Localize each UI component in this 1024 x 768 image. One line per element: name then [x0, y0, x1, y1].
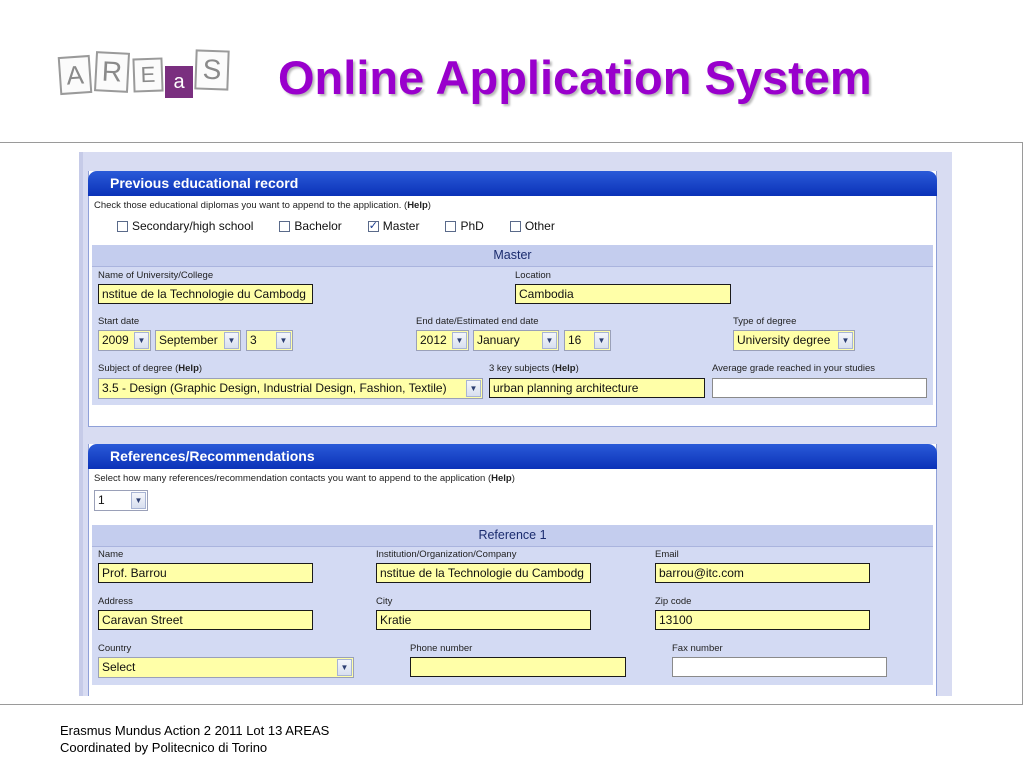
grade-label: Average grade reached in your studies: [712, 363, 876, 374]
slide-footer: [60, 722, 329, 756]
checkbox-box[interactable]: [510, 221, 521, 232]
key-subjects-label: 3 key subjects (Help): [489, 363, 579, 374]
ref-address-input[interactable]: Caravan Street: [98, 610, 313, 630]
help-link[interactable]: Help: [491, 473, 512, 484]
ref-email-label: Email: [655, 549, 679, 560]
university-label: Name of University/College: [98, 270, 214, 281]
chevron-down-icon[interactable]: ▼: [594, 332, 609, 349]
checkbox-bachelor[interactable]: Bachelor: [279, 219, 341, 233]
checkbox-phd[interactable]: PhD: [445, 219, 483, 233]
ref-phone-label: Phone number: [410, 643, 473, 654]
end-year-select[interactable]: 2012 ▼: [416, 330, 469, 351]
subject-select[interactable]: 3.5 - Design (Graphic Design, Industrial Design, Fashion, Textile) ▼: [98, 378, 483, 399]
checkbox-other[interactable]: Other: [510, 219, 555, 233]
logo-tile: A: [58, 55, 93, 95]
degree-type-select[interactable]: University degree ▼: [733, 330, 855, 351]
grade-input[interactable]: [712, 378, 927, 398]
ref-city-label: City: [376, 596, 393, 607]
key-subjects-input[interactable]: urban planning architecture: [489, 378, 705, 398]
chevron-down-icon[interactable]: ▼: [542, 332, 557, 349]
subject-label: Subject of degree (Help): [98, 363, 203, 374]
education-header: Previous educational record: [88, 171, 937, 196]
ref-city-input[interactable]: Kratie: [376, 610, 591, 630]
checkbox-master[interactable]: ✓ Master: [368, 219, 420, 233]
checkbox-box[interactable]: [279, 221, 290, 232]
reference-count-row: [89, 487, 936, 513]
slide-title: Online Application System: [278, 51, 872, 104]
reference1-title: Reference 1: [92, 525, 933, 547]
references-hint: Select how many references/recommendation contacts you want to append to the application (Help): [94, 473, 515, 484]
location-label: Location: [515, 270, 551, 281]
ref-name-input[interactable]: Prof. Barrou: [98, 563, 313, 583]
education-panel: [88, 171, 937, 427]
start-date-label: Start date: [98, 316, 140, 327]
logo-tile: a: [165, 66, 193, 98]
education-hint: Check those educational diplomas you want to append to the application. (Help): [94, 200, 431, 211]
ref-address-label: Address: [98, 596, 133, 607]
help-link[interactable]: Help: [555, 363, 576, 374]
start-year-select[interactable]: 2009 ▼: [98, 330, 151, 351]
ref-country-select[interactable]: Select ▼: [98, 657, 354, 678]
logo-tile: E: [132, 57, 163, 92]
master-title: Master: [92, 245, 933, 267]
reference1-section: [92, 525, 933, 685]
diploma-checkboxes: [89, 214, 936, 236]
end-month-select[interactable]: January ▼: [473, 330, 559, 351]
ref-fax-input[interactable]: [672, 657, 887, 677]
ref-name-label: Name: [98, 549, 124, 560]
references-panel: [88, 444, 937, 696]
footer-line: Erasmus Mundus Action 2 2011 Lot 13 AREAS: [60, 723, 330, 738]
reference-count-select[interactable]: 1 ▼: [94, 490, 148, 511]
ref-zip-input[interactable]: 13100: [655, 610, 870, 630]
chevron-down-icon[interactable]: ▼: [337, 659, 352, 676]
chevron-down-icon[interactable]: ▼: [276, 332, 291, 349]
degree-type-label: Type of degree: [733, 316, 797, 327]
end-day-select[interactable]: 16 ▼: [564, 330, 611, 351]
ref-institution-label: Institution/Organization/Company: [376, 549, 517, 560]
logo-tile: R: [94, 51, 130, 93]
chevron-down-icon[interactable]: ▼: [134, 332, 149, 349]
application-form-screen: [79, 152, 952, 696]
ref-country-label: Country: [98, 643, 132, 654]
chevron-down-icon[interactable]: ▼: [838, 332, 853, 349]
chevron-down-icon[interactable]: ▼: [452, 332, 467, 349]
start-month-select[interactable]: September ▼: [155, 330, 241, 351]
start-day-select[interactable]: 3 ▼: [246, 330, 293, 351]
ref-fax-label: Fax number: [672, 643, 723, 654]
help-link[interactable]: Help: [407, 200, 428, 211]
footer-line: Coordinated by Politecnico di Torino: [60, 740, 268, 755]
references-header: References/Recommendations: [88, 444, 937, 469]
end-date-label: End date/Estimated end date: [416, 316, 539, 327]
location-input[interactable]: Cambodia: [515, 284, 731, 304]
ref-email-input[interactable]: barrou@itc.com: [655, 563, 870, 583]
checkbox-secondary[interactable]: Secondary/high school: [117, 219, 253, 233]
help-link[interactable]: Help: [178, 363, 199, 374]
ref-phone-input[interactable]: [410, 657, 626, 677]
areas-logo: [57, 44, 242, 100]
chevron-down-icon[interactable]: ▼: [131, 492, 146, 509]
check-icon[interactable]: ✓: [368, 219, 378, 232]
university-input[interactable]: nstitue de la Technologie du Cambodg: [98, 284, 313, 304]
chevron-down-icon[interactable]: ▼: [224, 332, 239, 349]
screen-edge: [79, 152, 83, 696]
chevron-down-icon[interactable]: ▼: [466, 380, 481, 397]
master-section: [92, 245, 933, 405]
checkbox-box[interactable]: [117, 221, 128, 232]
checkbox-box[interactable]: [445, 221, 456, 232]
ref-institution-input[interactable]: nstitue de la Technologie du Cambodg: [376, 563, 591, 583]
ref-zip-label: Zip code: [655, 596, 692, 607]
logo-tile: S: [194, 49, 229, 90]
